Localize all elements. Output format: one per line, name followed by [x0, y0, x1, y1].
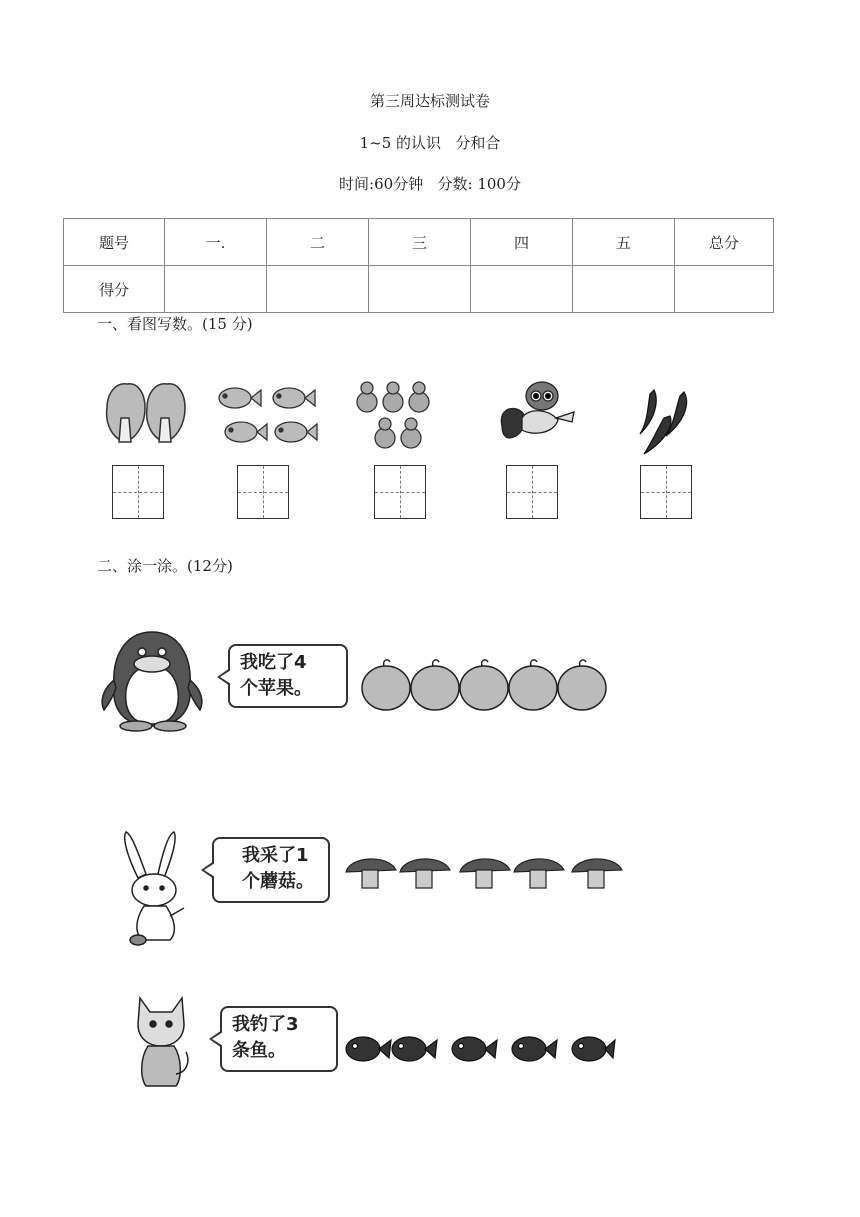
answer-box[interactable]: [506, 465, 558, 519]
table-row: [64, 219, 774, 266]
fish-icon[interactable]: [572, 1037, 615, 1061]
speech-bubble: [220, 1006, 338, 1072]
fish-icon[interactable]: [392, 1037, 437, 1061]
table-cell: 二: [267, 219, 369, 266]
exam-info: 时间:60分钟 分数: 100分: [339, 175, 521, 193]
mushroom-icon[interactable]: [346, 859, 396, 888]
score-input-cell[interactable]: [369, 266, 471, 313]
section-2-heading: 二、涂一涂。(12分): [97, 557, 233, 575]
table-cell: 一.: [165, 219, 267, 266]
pepper-icon: [634, 386, 696, 456]
bubble-line: 条鱼。: [232, 1040, 286, 1061]
mushroom-row: [344, 852, 626, 892]
mushroom-icon[interactable]: [514, 859, 564, 888]
fish-icon[interactable]: [452, 1037, 497, 1061]
bubble-line: 我采了1: [242, 845, 309, 866]
fish-icon[interactable]: [512, 1037, 557, 1061]
penguin-icon: [100, 630, 206, 732]
bubble-line: 我钓了3: [232, 1014, 299, 1035]
fish-icon: [213, 382, 317, 450]
apple-icon[interactable]: [558, 660, 606, 710]
table-row: [64, 266, 774, 313]
table-cell: 总分: [675, 219, 774, 266]
table-cell: 题号: [64, 219, 165, 266]
answer-box[interactable]: [237, 465, 289, 519]
answer-box[interactable]: [640, 465, 692, 519]
bubble-line: 个苹果。: [240, 678, 312, 699]
page-subtitle: 1~5 的认识 分和合: [359, 134, 501, 152]
cat-icon: [128, 994, 194, 1090]
apple-icon[interactable]: [460, 660, 508, 710]
rabbit-icon: [118, 828, 194, 946]
mushroom-icon[interactable]: [400, 859, 450, 888]
fish-row: [345, 1030, 617, 1068]
table-cell: 四: [471, 219, 573, 266]
bubble-line: 我吃了4: [240, 652, 307, 673]
lemur-icon: [498, 378, 578, 444]
table-cell: 三: [369, 219, 471, 266]
gourd-icon: [355, 376, 435, 452]
fish-icon[interactable]: [346, 1037, 391, 1061]
apple-icon[interactable]: [509, 660, 557, 710]
bubble-line: 个蘑菇。: [242, 871, 314, 892]
apple-icon[interactable]: [362, 660, 410, 710]
apple-icon[interactable]: [411, 660, 459, 710]
score-input-cell[interactable]: [675, 266, 774, 313]
answer-box[interactable]: [112, 465, 164, 519]
speech-bubble: [228, 644, 348, 708]
score-input-cell[interactable]: [165, 266, 267, 313]
cabbage-icon: [103, 378, 189, 444]
table-cell: 五: [573, 219, 675, 266]
speech-bubble: [212, 837, 330, 903]
score-input-cell[interactable]: [267, 266, 369, 313]
score-input-cell[interactable]: [573, 266, 675, 313]
section-1-heading: 一、看图写数。(15 分): [97, 315, 253, 333]
mushroom-icon[interactable]: [572, 859, 622, 888]
table-cell: 得分: [64, 266, 165, 313]
answer-box[interactable]: [374, 465, 426, 519]
score-input-cell[interactable]: [471, 266, 573, 313]
apple-row: [360, 658, 608, 712]
mushroom-icon[interactable]: [460, 859, 510, 888]
page-title: 第三周达标测试卷: [369, 92, 490, 110]
score-table: [63, 218, 774, 313]
